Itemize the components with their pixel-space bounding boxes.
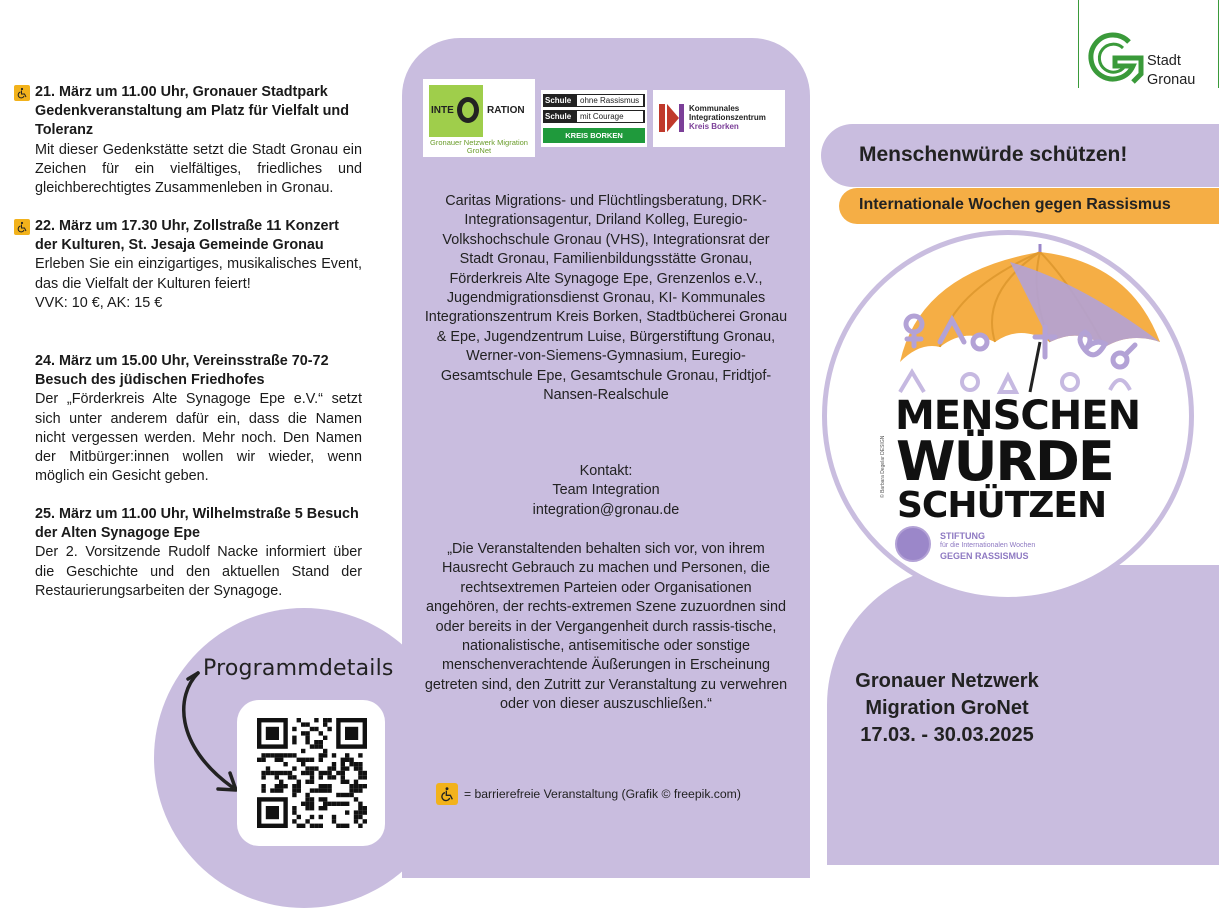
event-title: 25. März um 11.00 Uhr, Wilhelmstraße 5 Besuch der Alten Synagoge Epe [35, 506, 359, 542]
poster-word-wuerde: WÜRDE [896, 430, 1113, 493]
gronet-dates: 17.03. - 30.03.2025 [860, 724, 1034, 746]
contact-block [424, 462, 788, 520]
event-description: Mit dieser Gedenkstätte setzt die Stadt Gronau ein Zeichen für ein vielfältiges, friedliches und gleichberechtigtes Zusammenleben in Gronau. [35, 141, 362, 197]
contact-team: Team Integration [552, 482, 660, 499]
event-description: Der „Förderkreis Alte Synagoge Epe e.V.“ setzt sich unter anderem dafür ein, dass die Namen nicht vergessen werden. Mehr noch. Den Namen der Mitbürger:innen wollen wir wieder, wenn möglich ein Gesicht geben. [35, 391, 362, 485]
event-title: 21. März um 11.00 Uhr, Gronauer Stadtpark Gedenkveranstaltung am Platz für Vielfalt und Toleranz [14, 83, 362, 141]
contact-email-link[interactable]: integration@gronau.de [532, 501, 680, 518]
gronet-info [836, 668, 1058, 749]
event-4 [14, 505, 362, 601]
wheelchair-icon [436, 783, 458, 805]
legend-text: = barrierefreie Veranstaltung (Grafik © freepik.com) [464, 787, 741, 801]
poster-word-schuetzen: SCHÜTZEN [897, 485, 1107, 526]
poster-word-menschen: MENSCHEN [895, 393, 1141, 439]
stadt-gronau-text: Stadt Gronau [1147, 53, 1196, 88]
event-3 [14, 352, 362, 486]
contact-label: Kontakt: [579, 463, 633, 479]
event-description: Erleben Sie ein einzigartiges, musikalisches Event, das die Vielfalt der Kulturen feiert! [35, 256, 362, 292]
qr-code-image [257, 718, 367, 828]
program-details-label: Programmdetails [203, 656, 394, 681]
ki-kreis-borken-logo: Kommunales Integrationszentrum Kreis Borken [653, 90, 785, 147]
wheelchair-icon [14, 85, 30, 101]
wheelchair-icon [14, 219, 30, 235]
event-title: 22. März um 17.30 Uhr, Zollstraße 11 Konzert der Kulturen, St. Jesaja Gemeinde Gronau [14, 217, 362, 255]
stiftung-logo-text: STIFTUNG für die Internationalen Wochen GEGEN RASSISMUS [940, 531, 1036, 561]
subline-banner [839, 188, 1219, 224]
headline-banner [821, 124, 1219, 187]
partner-list: Caritas Migrations- und Flüchtlingsberatung, DRK-Integrationsagentur, Driland Kolleg, Euregio-Volkshochschule Gronau (VHS), Integrationsrat der Stadt Gronau, Familienbildungsstätte Gronau, Förderkreis Alte Synagoge Epe, Grenzenlos e.V., Jugendmigrationsdienst Gronau, KI- Kommunales Integrationszentrum Kreis Borken, Stadtbücherei Gronau & Epe, Jugendzentrum Luise, Bürgerstiftung Gronau, Werner-von-Siemens-Gymnasium, Euregio-Gesamtschule Epe, Gesamtschule Gronau, Fridtjof-Nansen-Realschule [424, 193, 788, 404]
disclaimer: „Die Veranstaltenden behalten sich vor, von ihrem Hausrecht Gebrauch zu machen und Personen, die rechtsextremen Parteien oder Organisationen angehören, der rechts-extremen Szene zuzuordnen sind oder bereits in der Vergangenheit durch rassis-tische, nationalistische, antisemitische oder sonstige menschenverachtende Äußerungen in Erscheinung getreten sind, den Zutritt zur Veranstaltung zu verwehren oder von dieser auszuschließen.“ [424, 541, 788, 713]
gronau-g-icon [1085, 30, 1147, 88]
event-title: 24. März um 15.00 Uhr, Vereinsstraße 70-72 Besuch des jüdischen Friedhofes [35, 353, 329, 389]
gronet-line-1: Gronauer Netzwerk [855, 670, 1039, 692]
event-1 [14, 83, 362, 198]
accessibility-legend [436, 783, 741, 805]
subline: Internationale Wochen gegen Rassismus [859, 196, 1171, 213]
event-price: VVK: 10 €, AK: 15 € [35, 294, 163, 311]
gronet-line-2: Migration GroNet [865, 697, 1029, 719]
qr-code[interactable] [237, 700, 385, 846]
event-description: Der 2. Vorsitzende Rudolf Nacke informiert über die Geschichte und den aktuellen Stand der Restaurierungsarbeiten der Synagoge. [35, 544, 362, 599]
headline: Menschenwürde schützen! [859, 143, 1128, 166]
event-2 [14, 217, 362, 313]
umbrella-icon [880, 242, 1180, 402]
integration-logo: INTE RATION Gronauer Netzwerk Migration GroNet [423, 79, 535, 157]
poster-credit: © Barbara Degelar DESIGN [880, 435, 886, 498]
middle-panel [402, 38, 810, 878]
stiftung-seal-icon [895, 526, 931, 562]
schule-ohne-rassismus-logo: Schule ohne Rassismus Schule mit Courage KREIS BORKEN [541, 90, 647, 147]
